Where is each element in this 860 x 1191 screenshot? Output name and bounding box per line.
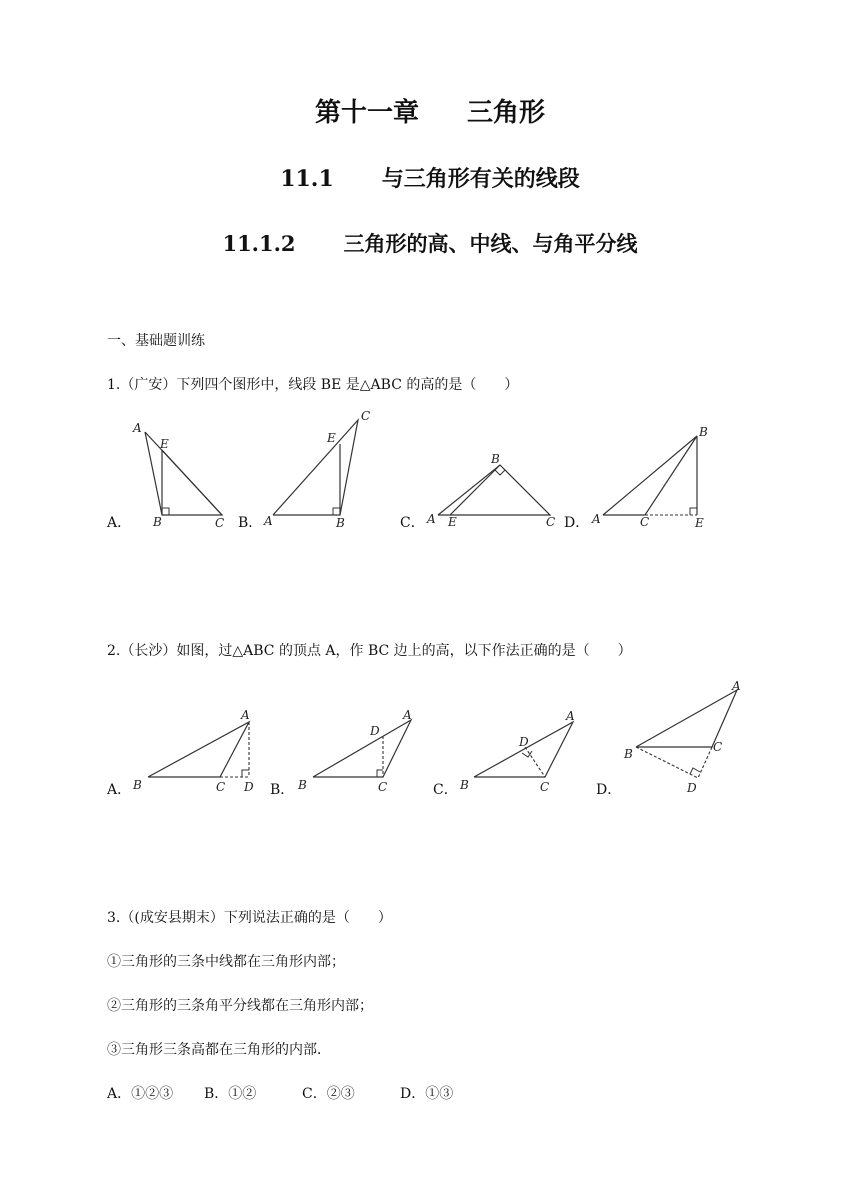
q1a-label-a: A <box>133 421 142 435</box>
q1-stem: 1.（广安）下列四个图形中，线段 BE 是△ABC 的高的是（ ） <box>107 377 519 393</box>
q1-figure-c <box>426 452 555 529</box>
q3-option-c-letter: C． <box>302 1086 327 1102</box>
q2b-label-b: B <box>298 778 307 792</box>
q1-figures <box>0 0 860 560</box>
q1d-label-b: B <box>699 425 708 439</box>
q1d-right-angle-mark <box>690 508 697 515</box>
q2-option-c-label: C． <box>433 782 458 798</box>
q2a-label-c: C <box>216 780 226 794</box>
q1b-right-angle-mark <box>333 508 340 515</box>
subsection-number: 11.1.2 <box>222 231 296 256</box>
q1b-triangle <box>273 420 358 515</box>
q2d-right-angle-mark <box>690 768 700 774</box>
q1c-label-b: B <box>491 452 500 466</box>
q3-option-c <box>302 1083 355 1103</box>
chapter-number: 第十一章 <box>314 98 419 128</box>
q2b-label-c: C <box>378 780 388 794</box>
q2c-label-a: A <box>566 709 575 723</box>
q1b-label-e: E <box>327 431 336 445</box>
q1-figure-d <box>591 425 708 530</box>
q1-option-c-label: C． <box>400 515 425 531</box>
q3-option-b-letter: B． <box>204 1086 229 1102</box>
q1c-triangle <box>438 465 550 515</box>
q2d-label-a: A <box>732 679 741 693</box>
q1-option-b-label: B． <box>238 515 263 531</box>
q1a-segment-ec <box>162 450 222 515</box>
q3-option-a <box>107 1083 173 1103</box>
q3-statement-2: ②三角形的三条角平分线都在三角形内部； <box>107 998 373 1014</box>
q2-figure-b <box>297 708 412 794</box>
q2d-perpendicular <box>636 747 698 778</box>
q2-option-b-label: B． <box>270 782 295 798</box>
q2b-label-d: D <box>370 724 380 738</box>
q1d-triangle <box>603 436 697 515</box>
q3-option-d-value: ①③ <box>425 1086 454 1102</box>
q2a-right-angle-mark <box>242 770 249 777</box>
q1d-label-a: A <box>592 512 601 526</box>
q3-option-a-letter: A． <box>107 1086 132 1102</box>
q2c-altitude <box>525 747 545 777</box>
q1a-right-angle-mark <box>162 508 169 515</box>
q2a-label-a: A <box>241 708 250 722</box>
q2b-label-a: A <box>403 708 412 722</box>
q2a-triangle <box>148 722 249 777</box>
chapter-name: 三角形 <box>467 98 546 128</box>
q2-figures <box>0 660 860 820</box>
q1a-label-c: C <box>215 516 225 530</box>
q1-figure-b <box>263 409 370 530</box>
q3-statement-1: ①三角形的三条中线都在三角形内部； <box>107 954 345 970</box>
q2-figure-d <box>623 679 741 795</box>
part-heading: 一、基础题训练 <box>107 333 205 349</box>
q1d-label-c: C <box>640 515 650 529</box>
section-name: 与三角形有关的线段 <box>381 166 580 192</box>
q1c-label-c: C <box>546 515 556 529</box>
q2d-label-c: C <box>713 740 723 754</box>
q1-figure-a <box>132 421 224 530</box>
q2c-label-c: C <box>540 780 550 794</box>
q1d-label-e: E <box>695 516 704 530</box>
q3-option-d <box>400 1083 453 1103</box>
q1c-label-e: E <box>448 515 457 529</box>
q2c-triangle <box>474 722 573 777</box>
q2-option-d-label: D． <box>596 782 622 798</box>
q1c-right-angle-mark <box>495 470 505 475</box>
q1c-label-a: A <box>427 512 436 526</box>
q2-figure-a <box>132 708 254 794</box>
q2b-right-angle-mark <box>377 770 383 777</box>
q3-option-b-value: ①② <box>228 1086 257 1102</box>
q1-option-d-label: D． <box>564 515 590 531</box>
q1a-label-e: E <box>160 437 169 451</box>
q2a-label-b: B <box>133 778 142 792</box>
q2c-label-b: B <box>460 778 469 792</box>
q1b-label-a: A <box>264 514 273 528</box>
q3-option-a-value: ①②③ <box>131 1086 174 1102</box>
q2d-extension <box>698 747 712 778</box>
q2a-label-d: D <box>244 780 254 794</box>
q2d-triangle <box>636 690 737 747</box>
section-number: 11.1 <box>280 166 334 192</box>
q2d-label-b: B <box>624 747 633 761</box>
q3-statement-3: ③三角形三条高都在三角形的内部． <box>107 1042 331 1058</box>
q2d-label-d: D <box>687 781 697 795</box>
q2b-triangle <box>313 720 411 777</box>
q3-option-d-letter: D． <box>400 1086 426 1102</box>
q1-option-a-label: A． <box>107 515 132 531</box>
q2-stem: 2.（长沙）如图，过△ABC 的顶点 A，作 BC 边上的高，以下作法正确的是（ ） <box>107 643 632 659</box>
q3-option-c-value: ②③ <box>326 1086 355 1102</box>
q2-option-a-label: A． <box>107 782 132 798</box>
subsection-name: 三角形的高、中线、与角平分线 <box>343 231 638 256</box>
q2-figure-c <box>459 709 575 794</box>
q1a-label-b: B <box>153 515 162 529</box>
q1b-label-c: C <box>361 409 371 423</box>
q3-option-b <box>204 1083 256 1103</box>
q2c-label-d: D <box>519 735 529 749</box>
q3-stem: 3.（(成安县期末）下列说法正确的是（ ） <box>107 910 392 926</box>
q1b-label-b: B <box>336 516 345 530</box>
q1c-segment-be <box>450 465 500 515</box>
